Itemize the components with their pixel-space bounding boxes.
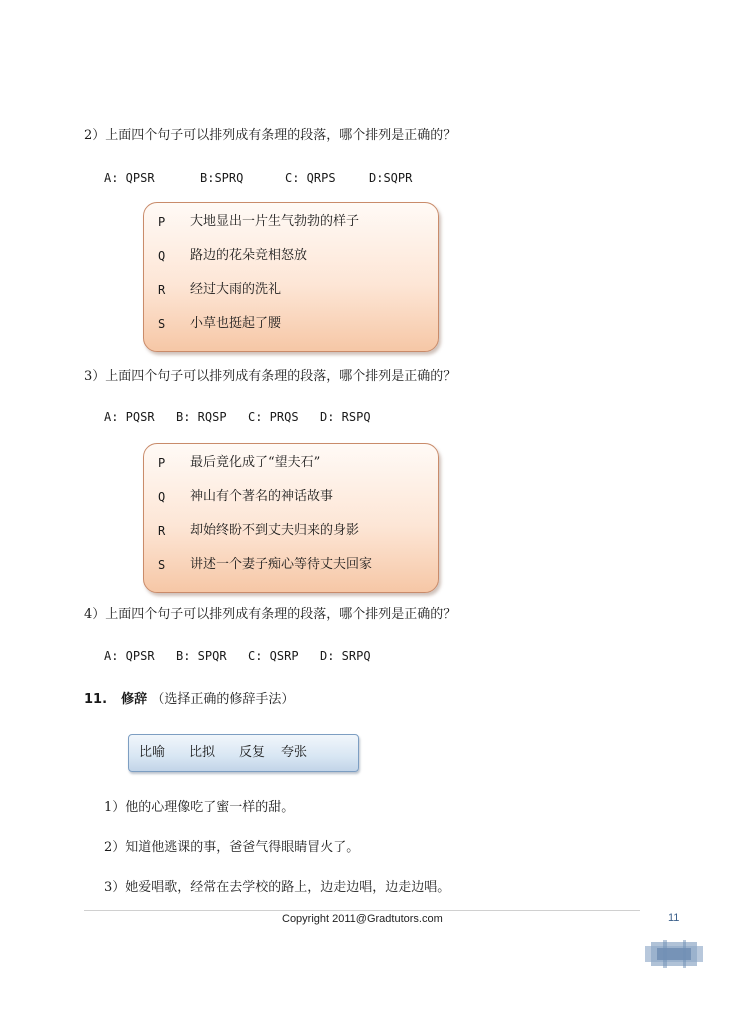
sentence-key: R [158,524,166,538]
sentence-text: 大地显出一片生气勃勃的样子 [190,214,360,229]
q2-sentence-box [143,202,439,352]
rhetoric-item-1: 1）他的心理像吃了蜜一样的甜。 [104,800,295,815]
sentence-key: S [158,558,166,572]
q3-option-c: C: PRQS [248,410,299,424]
sentence-text: 神山有个著名的神话故事 [190,489,334,504]
sentence-text: 最后竟化成了“望夫石” [190,455,321,470]
choice-hyperbole: 夸张 [281,745,308,760]
footer-copyright: Copyright 2011@Gradtutors.com [282,913,443,925]
sentence-key: S [158,317,166,331]
q4-option-c: C: QSRP [248,649,299,663]
choice-repetition: 反复 [239,745,266,760]
footer-divider [84,910,640,911]
q2-option-c: C: QRPS [285,171,336,185]
choice-simile: 比喻 [139,745,166,760]
q3-option-d: D: RSPQ [320,410,371,424]
q2-option-b: B:SPRQ [200,171,244,185]
sentence-text: 却始终盼不到丈夫归来的身影 [190,523,360,538]
sentence-key: P [158,456,166,470]
q2-option-a: A: QPSR [104,171,155,185]
sentence-key: Q [158,249,166,263]
section-number: 11. [84,692,108,707]
q4-option-a: A: QPSR [104,649,155,663]
choice-personification: 比拟 [189,745,216,760]
sentence-text: 小草也挺起了腰 [190,316,282,331]
section-title: 修辞 [121,692,148,707]
rhetoric-item-2: 2）知道他逃课的事，爸爸气得眼睛冒火了。 [104,840,360,855]
sentence-key: R [158,283,166,297]
q3-option-a: A: PQSR [104,410,155,424]
sentence-text: 讲述一个妻子痴心等待丈夫回家 [190,557,373,572]
q4-option-b: B: SPQR [176,649,227,663]
section-11-heading [84,688,294,707]
question-2-prompt: 2）上面四个句子可以排列成有条理的段落，哪个排列是正确的？ [84,128,457,143]
page-number: 11 [668,912,680,924]
q3-sentence-box [143,443,439,593]
sentence-key: Q [158,490,166,504]
q3-option-b: B: RQSP [176,410,227,424]
sentence-key: P [158,215,166,229]
rhetoric-item-3: 3）她爱唱歌，经常在去学校的路上，边走边唱，边走边唱。 [104,880,451,895]
sentence-text: 路边的花朵竞相怒放 [190,248,308,263]
section-subtitle: （选择正确的修辞手法） [151,692,295,707]
page-corner-decoration-icon [643,940,705,968]
question-4-prompt: 4）上面四个句子可以排列成有条理的段落，哪个排列是正确的？ [84,607,457,622]
q2-option-d: D:SQPR [369,171,413,185]
q4-option-d: D: SRPQ [320,649,371,663]
question-3-prompt: 3）上面四个句子可以排列成有条理的段落，哪个排列是正确的？ [84,369,457,384]
sentence-text: 经过大雨的洗礼 [190,282,282,297]
rhetoric-choices-box [128,734,359,772]
